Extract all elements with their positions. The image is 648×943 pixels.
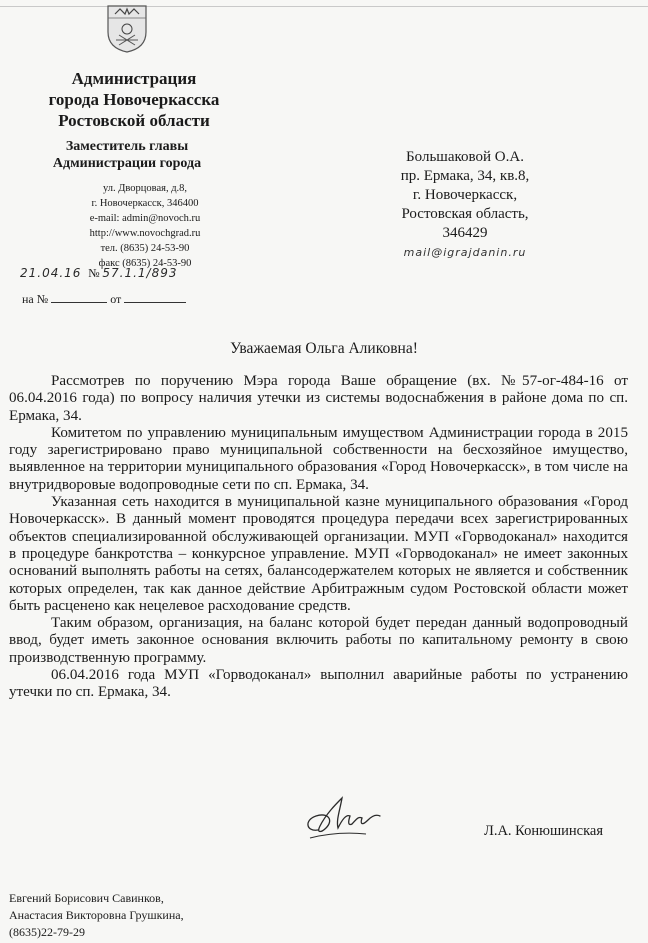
position-line: Администрации города [52, 156, 202, 171]
registration-number-label: № [88, 266, 100, 280]
sender-contacts [50, 181, 240, 271]
contact-fax: факс (8635) 24-53-90 [98, 258, 192, 269]
reply-reference-line [22, 292, 186, 307]
sender-organization [20, 68, 248, 131]
body-paragraph: Рассмотрев по поручению Мэра города Ваше обращение (вх. №57-ог-484-16 от 06.04.2016 года) по вопросу наличия утечки из системы водоснабжения в районе дома по сп. Ермака, 34. [9, 373, 628, 424]
greeting: Уважаемая Ольга Аликовна! [230, 340, 418, 357]
contact-address: ул. Дворцовая, д.8, [102, 183, 188, 194]
city-coat-of-arms-icon [104, 2, 150, 54]
reply-ref-number-blank [51, 292, 107, 303]
org-line: города Новочеркасска [48, 90, 220, 109]
addressee-street: пр. Ермака, 34, кв.8, [400, 168, 530, 184]
contact-website: http://www.novochgrad.ru [89, 228, 201, 239]
signer-name: Л.А. Конюшинская [484, 823, 604, 839]
body-paragraph: Комитетом по управлению муниципальным имуществом Администрации города в 2015 году зарегистрировано право муниципальной собственности на бесхозяйное имущество, выявленное на территории муниципального образования «Город Новочеркасск», в том числе на внутридворовые водопроводные сети по сп. Ермака, 34. [9, 424, 628, 493]
registration-line [20, 266, 178, 281]
executor-line: Анастасия Викторовна Грушкина, [9, 908, 184, 922]
position-line: Заместитель главы [65, 139, 189, 154]
contact-phone: тел. (8635) 24-53-90 [100, 243, 190, 254]
executors-block [9, 890, 184, 941]
reply-ref-date-blank [124, 292, 186, 303]
sender-position [34, 138, 220, 172]
addressee-block [382, 148, 548, 262]
handwritten-signature-icon [296, 790, 386, 850]
letter-body [9, 373, 628, 702]
addressee-city: г. Новочеркасск, [412, 187, 518, 203]
addressee-postcode: 346429 [442, 225, 488, 241]
body-paragraph: 06.04.2016 года МУП «Горводоканал» выполнил аварийные работы по устранению утечки по сп. Ермака, 34. [9, 667, 628, 701]
org-line: Ростовской области [58, 111, 210, 130]
executor-line: Евгений Борисович Савинков, [9, 891, 164, 905]
addressee-region: Ростовская область, [401, 206, 529, 222]
reply-ref-label: на № [22, 292, 49, 306]
reply-ref-from-label: от [110, 292, 122, 306]
addressee-email: mail@igrajdanin.ru [403, 246, 527, 259]
addressee-name: Большаковой О.А. [406, 149, 524, 165]
registration-number: 57.1.1/893 [102, 266, 178, 280]
body-paragraph: Указанная сеть находится в муниципальной казне муниципального образования «Город Новочеркасск». В данный момент проводятся процедура передачи всех зарегистрированных объектов специализированной обслуживающей организации. МУП «Горводоканал» находится в процедуре банкротства – конкурсное управление. МУП «Горводоканал» не имеет законных оснований выполнять работы на сетях, балансодержателем которых не является и собственник которых определен, так как данное действие Арбитражным судом Ростовской области может быть расценено как нецелевое расходование средств. [9, 494, 628, 614]
body-paragraph: Таким образом, организация, на баланс которой будет передан данный водопроводный ввод, будет иметь законное основания включить работы по капитальному ремонту в свою производственную программу. [9, 615, 628, 666]
org-line: Администрация [71, 69, 197, 88]
contact-email: e-mail: admin@novoch.ru [89, 213, 201, 224]
registration-date: 21.04.16 [20, 266, 82, 280]
contact-city: г. Новочеркасск, 346400 [91, 198, 199, 209]
executor-phone: (8635)22-79-29 [9, 925, 85, 939]
scan-edge-line [0, 6, 648, 7]
